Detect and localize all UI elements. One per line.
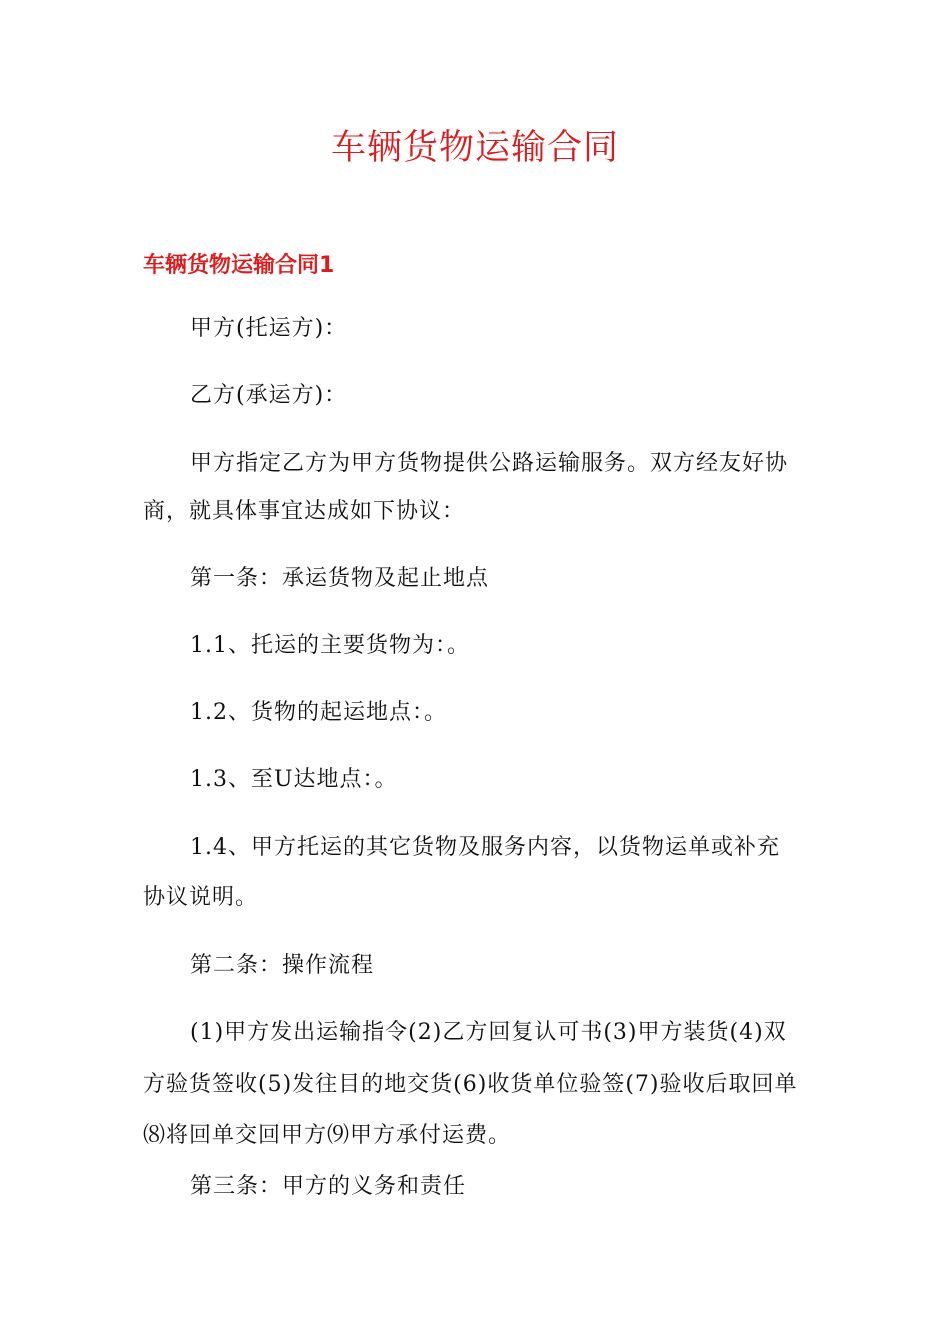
clause-1-3: 1.3、至U达地点：。 [190,767,398,792]
process-paragraph-line-3: ⑻将回单交回甲方⑼甲方承付运费。 [143,1123,512,1148]
article-2-heading: 第二条：操作流程 [190,953,375,978]
intro-paragraph-line-1: 甲方指定乙方为甲方货物提供公路运输服务。双方经友好协 [190,451,789,476]
clause-1-4-line-2: 协议说明。 [143,885,259,910]
document-title: 车辆货物运输合同 [330,128,619,168]
party-b-line: 乙方(承运方)： [190,383,348,408]
process-paragraph-line-2: 方验货签收(5)发往目的地交货(6)收货单位验签(7)验收后取回单 [143,1072,798,1097]
article-3-heading: 第三条：甲方的义务和责任 [190,1174,467,1199]
clause-1-4-line-1: 1.4、甲方托运的其它货物及服务内容，以货物运单或补充 [190,835,780,860]
clause-1-1: 1.1、托运的主要货物为：。 [190,633,470,658]
intro-paragraph-line-2: 商，就具体事宜达成如下协议： [143,499,466,524]
article-1-heading: 第一条：承运货物及起止地点 [190,566,490,591]
section-heading: 车辆货物运输合同1 [143,253,335,278]
clause-1-2: 1.2、货物的起运地点：。 [190,700,447,725]
party-a-line: 甲方(托运方)： [190,316,348,341]
process-paragraph-line-1: (1)甲方发出运输指令(2)乙方回复认可书(3)甲方装货(4)双 [190,1020,787,1045]
